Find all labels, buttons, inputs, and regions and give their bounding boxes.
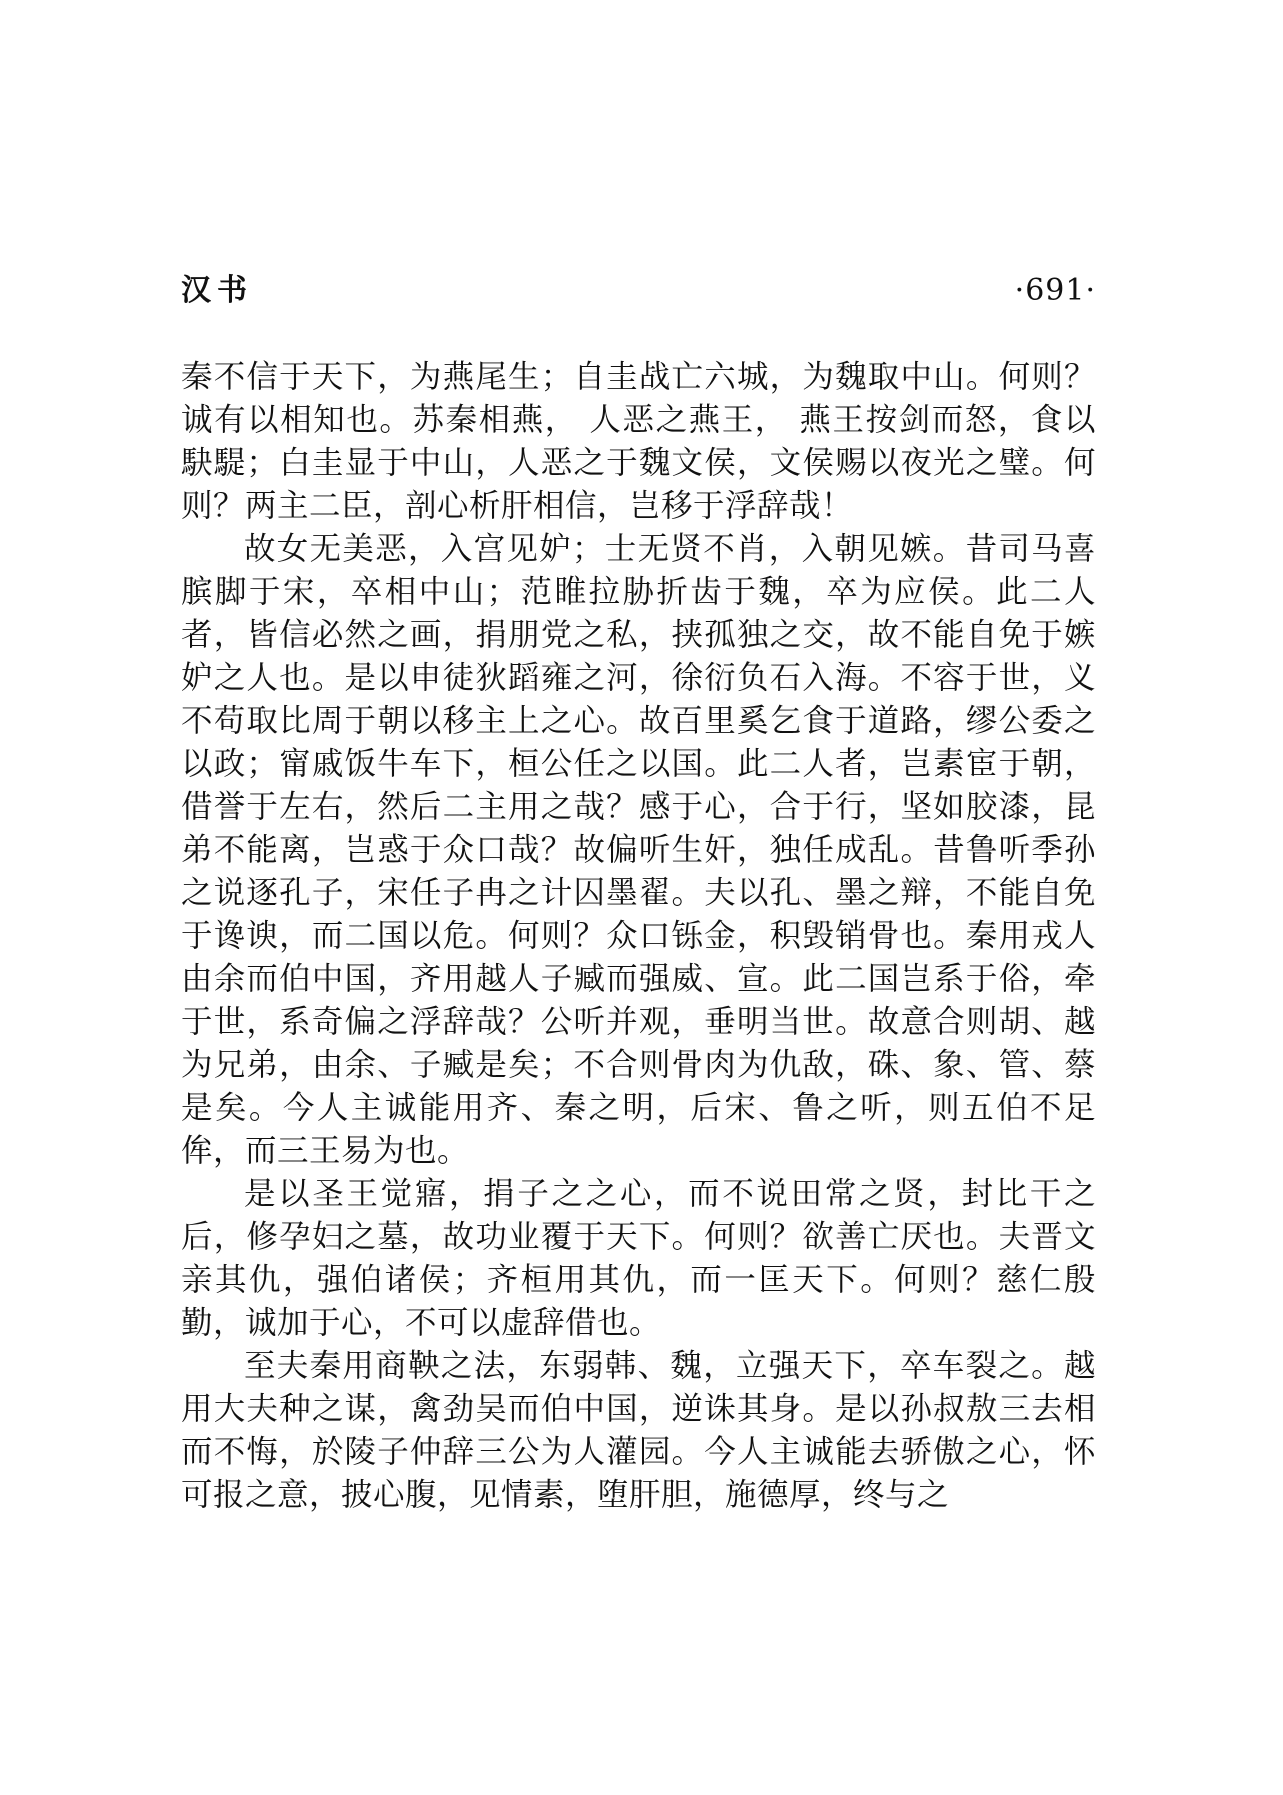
book-title: 汉书 (181, 273, 253, 308)
paragraph-3: 是以圣王觉寤，捐子之之心，而不说田常之贤，封比干之后，修孕妇之墓，故功业覆于天下。何则？欲善亡厌也。夫晋文亲其仇，强伯诸侯；齐桓用其仇，而一匡天下。何则？慈仁殷勤，诚加于心，不可以虚辞借也。 (181, 1176, 1096, 1341)
page-header (181, 268, 1096, 314)
paragraph-1: 秦不信于天下，为燕尾生；自圭战亡六城，为魏取中山。何则？诚有以相知也。苏秦相燕， 人恶之燕王， 燕王按剑而怒，食以駃騠；白圭显于中山，人恶之于魏文侯，文侯赐以夜光之璧。何则？两主二臣，剖心析肝相信，岂移于浮辞哉！ (181, 359, 1096, 524)
body-text (181, 356, 1096, 1517)
paragraph-4: 至夫秦用商鞅之法，东弱韩、魏，立强天下，卒车裂之。越用大夫种之谋，禽劲吴而伯中国，逆诛其身。是以孙叔敖三去相而不悔，於陵子仲辞三公为人灌园。今人主诚能去骄傲之心，怀可报之意，披心腹，见情素，堕肝胆，施德厚，终与之 (181, 1348, 1096, 1513)
page-number: ·691· (1014, 273, 1096, 308)
paragraph-2: 故女无美恶，入宫见妒；士无贤不肖，入朝见嫉。昔司马喜膑脚于宋，卒相中山；范睢拉胁折齿于魏，卒为应侯。此二人者，皆信必然之画，捐朋党之私，挟孤独之交，故不能自免于嫉妒之人也。是以申徒狄蹈雍之河，徐衍负石入海。不容于世，义不苟取比周于朝以移主上之心。故百里奚乞食于道路，缪公委之以政；甯戚饭牛车下，桓公任之以国。此二人者，岂素宦于朝，借誉于左右，然后二主用之哉？感于心，合于行，坚如胶漆，昆弟不能离，岂惑于众口哉？故偏听生奸，独任成乱。昔鲁听季孙之说逐孔子，宋任子冉之计囚墨翟。夫以孔、墨之辩，不能自免于谗谀，而二国以危。何则？众口铄金，积毁销骨也。秦用戎人由余而伯中国，齐用越人子臧而强威、宣。此二国岂系于俗，牵于世，系奇偏之浮辞哉？公听并观，垂明当世。故意合则胡、越为兄弟，由余、子臧是矣；不合则骨肉为仇敌，硃、象、管、蔡是矣。今人主诚能用齐、秦之明，后宋、鲁之听，则五伯不足侔，而三王易为也。 (181, 531, 1096, 1169)
